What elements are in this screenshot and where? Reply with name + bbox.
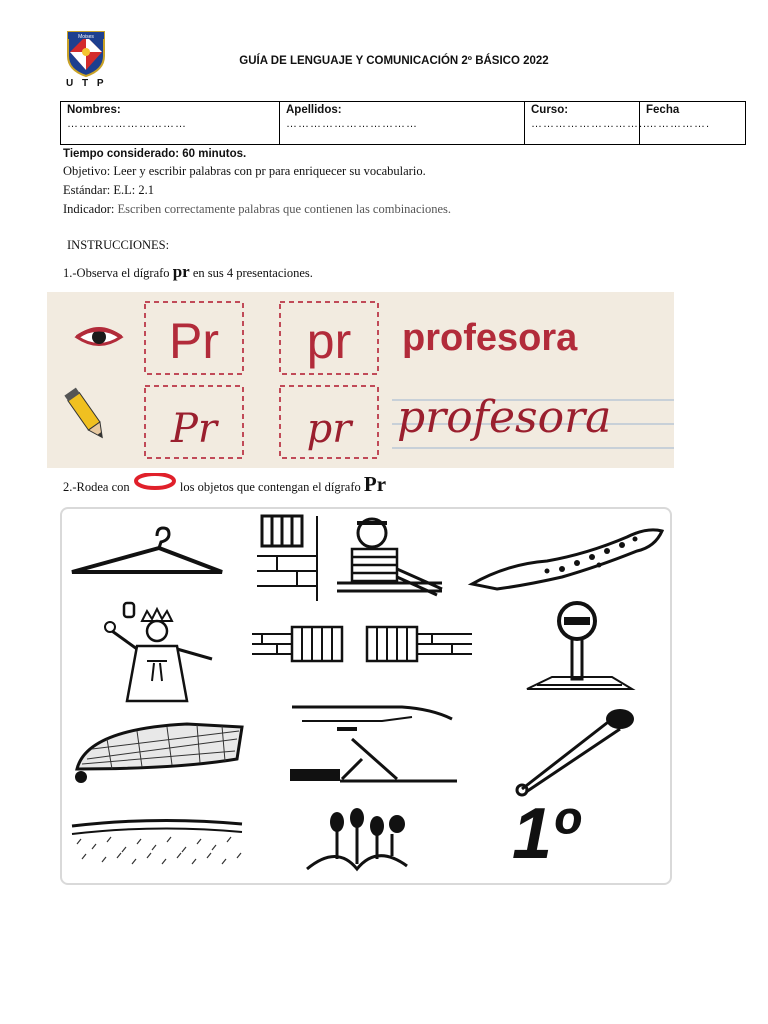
svg-text:Moises: Moises bbox=[78, 34, 94, 40]
step1-digraph: pr bbox=[172, 262, 190, 281]
ship-bow-icon[interactable] bbox=[282, 699, 462, 789]
step-1 bbox=[63, 262, 313, 282]
first-place-number[interactable]: 1º bbox=[512, 794, 579, 874]
date-cell[interactable] bbox=[640, 102, 745, 144]
safety-pin-icon[interactable] bbox=[512, 704, 642, 799]
print-word: profesora bbox=[402, 317, 578, 359]
traffic-sign-icon[interactable] bbox=[517, 599, 637, 699]
time-allotted: Tiempo considerado: 60 minutos. bbox=[63, 148, 247, 160]
names-label: Nombres: bbox=[67, 104, 121, 116]
utp-label: U T P bbox=[66, 78, 107, 89]
pencil-icon bbox=[64, 388, 108, 442]
hanger-icon[interactable] bbox=[67, 524, 227, 584]
names-cell[interactable] bbox=[61, 102, 280, 144]
student-info-table bbox=[60, 101, 746, 145]
cheetah-icon[interactable] bbox=[467, 519, 667, 594]
flowers-icon[interactable] bbox=[297, 804, 427, 874]
digraph-illustration bbox=[47, 292, 674, 468]
script-upper-text: Pr bbox=[170, 406, 218, 452]
picture-grid bbox=[60, 507, 672, 885]
prisoner-icon[interactable] bbox=[257, 511, 462, 606]
instructions-heading: INSTRUCCIONES: bbox=[67, 238, 170, 252]
objective-line bbox=[63, 164, 426, 179]
script-lower-text: pr bbox=[306, 406, 352, 452]
surnames-cell[interactable] bbox=[280, 102, 525, 144]
indicator-text: Escriben correctamente palabras que contienen las combinaciones. bbox=[114, 202, 452, 216]
course-cell[interactable] bbox=[525, 102, 648, 144]
step2-mid: los objetos que contengan el dígrafo bbox=[176, 480, 364, 494]
red-circle-icon bbox=[133, 473, 177, 493]
princess-icon[interactable] bbox=[92, 601, 222, 711]
course-label: Curso: bbox=[531, 104, 569, 116]
print-lower-text: pr bbox=[306, 313, 352, 369]
meadow-icon[interactable] bbox=[67, 814, 247, 869]
script-word: profesora bbox=[397, 392, 612, 443]
objective-label: Objetivo: bbox=[63, 164, 111, 178]
step1-pre: 1.-Observa el dígrafo bbox=[63, 266, 173, 280]
date-label: Fecha bbox=[646, 104, 680, 116]
course-field[interactable]: ……………………….. bbox=[531, 118, 648, 130]
step2-pre: 2.-Rodea con bbox=[63, 480, 133, 494]
goal-net-icon[interactable] bbox=[67, 719, 252, 784]
surnames-field[interactable]: …………………………… bbox=[286, 118, 418, 130]
surnames-label: Apellidos: bbox=[286, 104, 342, 116]
eye-icon bbox=[77, 329, 121, 345]
digraph-panel bbox=[47, 292, 674, 468]
step2-digraph: Pr bbox=[363, 472, 387, 496]
indicator-line bbox=[63, 202, 451, 217]
step-2 bbox=[63, 472, 386, 497]
step1-post: en sus 4 presentaciones. bbox=[189, 266, 313, 280]
school-logo bbox=[66, 30, 106, 78]
date-field[interactable]: ……………. bbox=[646, 118, 711, 130]
names-field[interactable]: ………………………… bbox=[67, 118, 187, 130]
standard-line: Estándar: E.L: 2.1 bbox=[63, 183, 154, 197]
print-upper-text: Pr bbox=[169, 313, 219, 369]
objective-text: Leer y escribir palabras con pr para enriquecer su vocabulario. bbox=[110, 164, 426, 178]
page-title: GUÍA DE LENGUAJE Y COMUNICACIÓN 2º BÁSICO 2022 bbox=[239, 55, 549, 67]
indicator-label: Indicador: bbox=[63, 202, 115, 216]
gates-icon[interactable] bbox=[247, 619, 477, 669]
